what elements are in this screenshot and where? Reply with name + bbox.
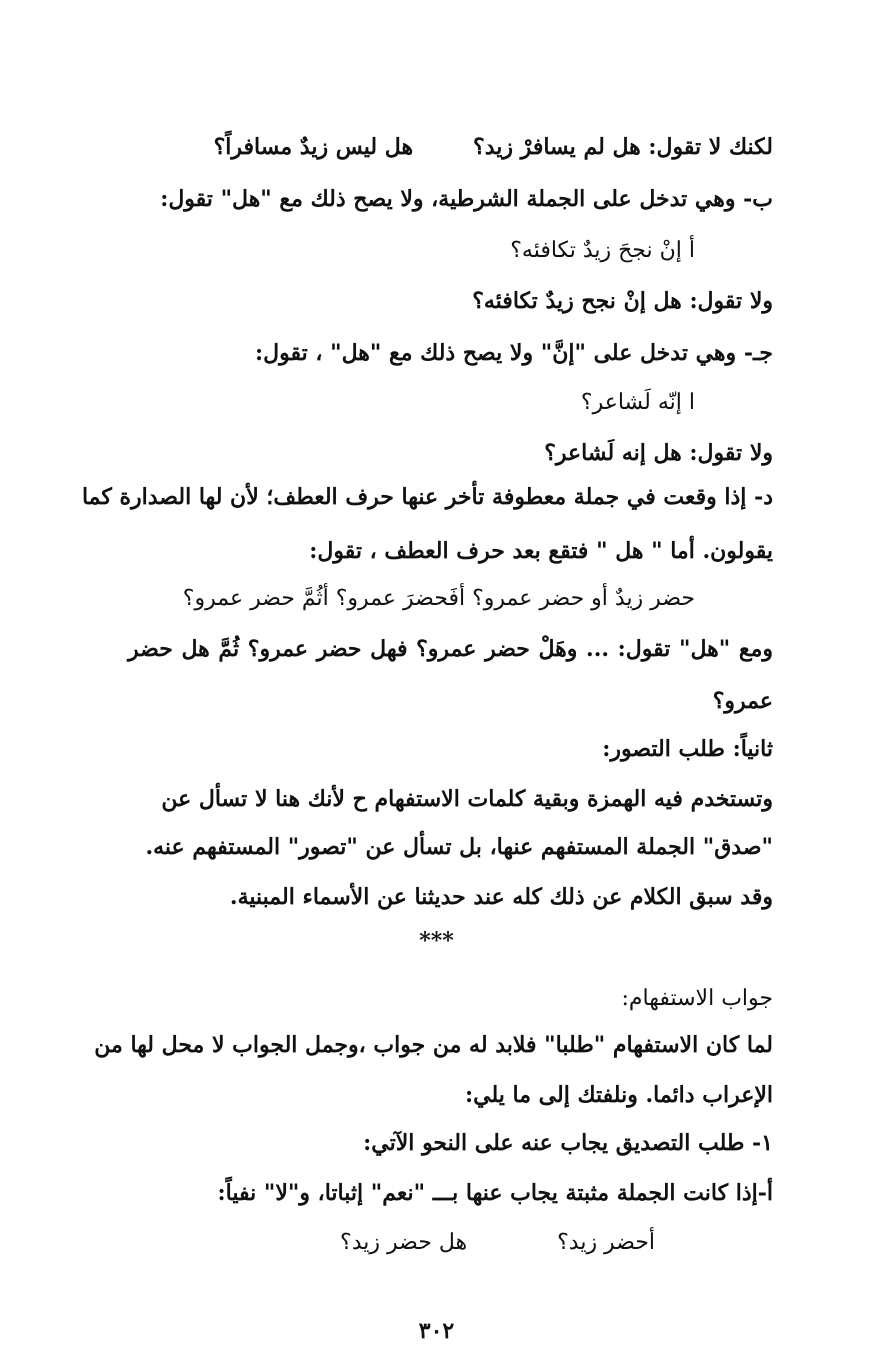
text-line-21: أ-إذا كانت الجملة مثبتة يجاب عنها بـــ "نعم" إثباتا، و"لا" نفياً: [217, 1180, 773, 1206]
example-line-10: حضر زيدٌ أو حضر عمرو؟ أفَحضرَ عمرو؟ أثُمَّ حضر عمرو؟ [182, 586, 695, 611]
text-line-2: ب- وهي تدخل على الجملة الشرطية، ولا يصح ذلك مع "هل" تقول: [160, 186, 773, 212]
text-line-14: وتستخدم فيه الهمزة وبقية كلمات الاستفهام ح لأنك هنا لا تسأل عن [161, 786, 773, 812]
example-not-said-2: هل ليس زيدٌ مسافراً؟ [213, 134, 414, 160]
text-line-16: وقد سبق الكلام عن ذلك كله عند حديثنا عن الأسماء المبنية. [229, 884, 773, 910]
text-line-7: ولا تقول: هل إنه لَشاعر؟ [544, 440, 773, 466]
text-line-18: لما كان الاستفهام "طلبا" فلابد له من جواب ،وجمل الجواب لا محل لها من [94, 1032, 773, 1058]
example-question-2: هل حضر زيد؟ [340, 1230, 468, 1255]
text-line-20: ١- طلب التصديق يجاب عنه على النحو الآتي: [363, 1130, 773, 1156]
text-line-9: يقولون. أما " هل " فتقع بعد حرف العطف ، تقول: [309, 538, 773, 564]
example-line-22 [340, 1228, 655, 1258]
example-line-6: ا إنّه لَشاعر؟ [580, 390, 695, 415]
section-heading-answer: جواب الاستفهام: [621, 986, 773, 1011]
text-line-15: "صدق" الجملة المستفهم عنها، بل تسأل عن "تصور" المستفهم عنه. [145, 834, 773, 860]
text-line-1 [214, 132, 773, 162]
example-question-1: أحضر زيد؟ [557, 1230, 655, 1255]
text-line-5: جـ- وهي تدخل على "إنَّ" ولا يصح ذلك مع "هل" ، تقول: [255, 340, 773, 366]
text-line-4: ولا تقول: هل إنْ نجح زيدٌ تكافئه؟ [472, 288, 773, 314]
text-line-19: الإعراب دائما. ونلفتك إلى ما يلي: [465, 1082, 773, 1108]
text-line-11: ومع "هل" تقول: ... وهَلْ حضر عمرو؟ فهل حضر عمرو؟ ثُمَّ هل حضر [128, 636, 773, 662]
text-line-12: عمرو؟ [712, 688, 773, 714]
example-line-3: أ إنْ نجحَ زيدٌ تكافئه؟ [510, 238, 695, 263]
section-separator: *** [419, 928, 454, 954]
section-heading-2: ثانياً: طلب التصور: [602, 736, 773, 762]
page-number: ٣٠٢ [418, 1318, 455, 1344]
example-not-said-1: لكنك لا تقول: هل لم يسافرْ زيد؟ [473, 134, 773, 160]
text-line-8: د- إذا وقعت في جملة معطوفة تأخر عنها حرف العطف؛ لأن لها الصدارة كما [81, 484, 773, 510]
